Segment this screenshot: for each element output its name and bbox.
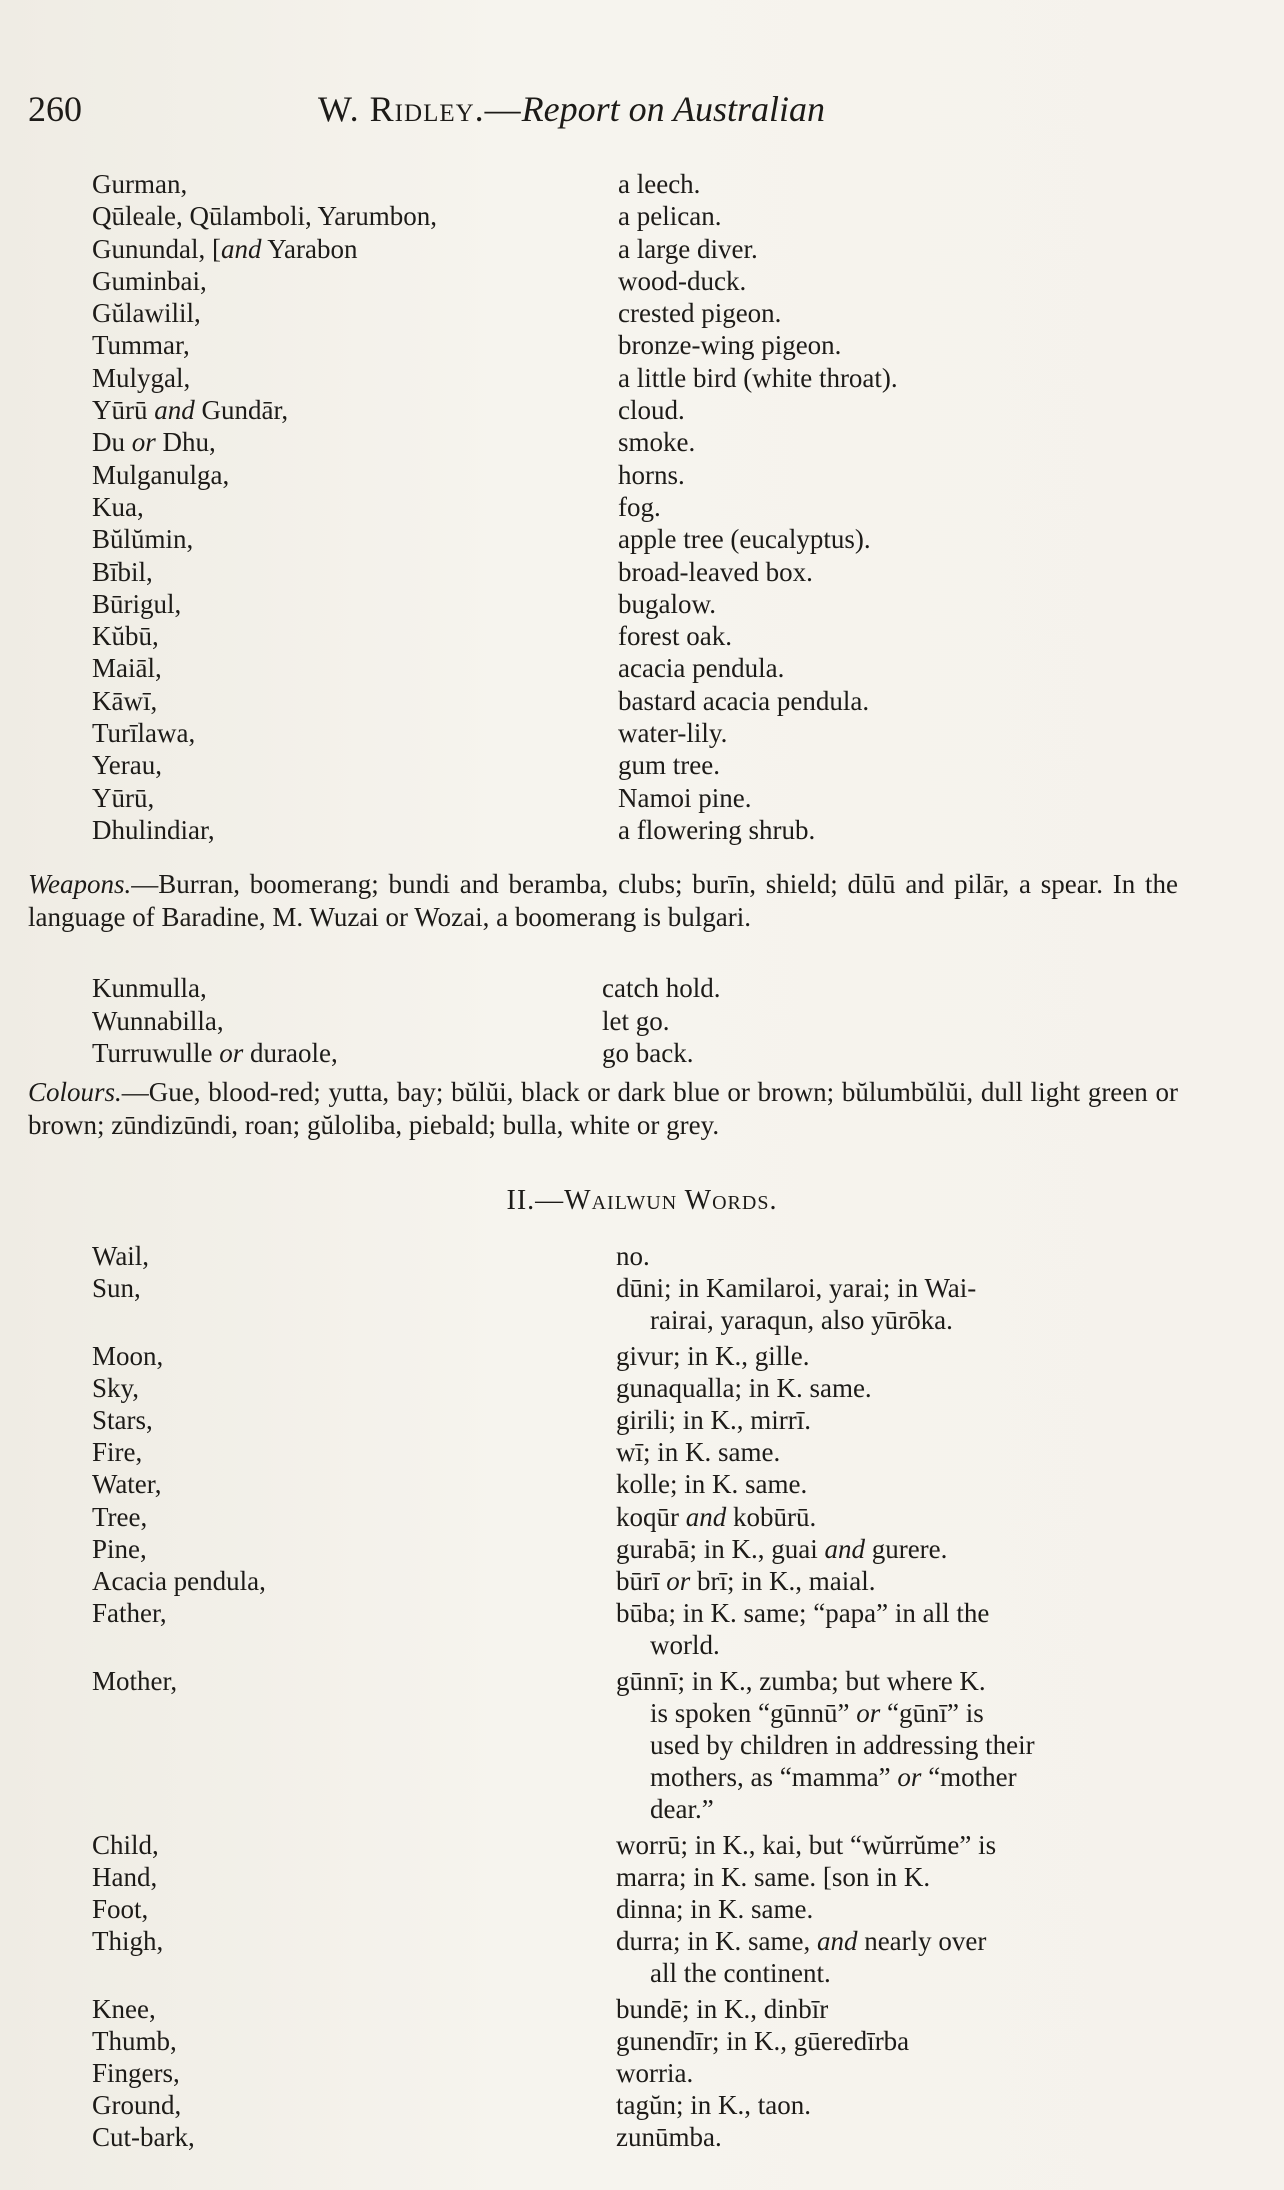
- wailwun-meaning: [616, 1861, 1182, 1893]
- vocab-meaning: forest oak.: [618, 621, 732, 652]
- meaning-line: used by children in addressing their: [650, 1729, 1035, 1760]
- vocab-meaning: acacia pendula.: [618, 653, 785, 684]
- wailwun-term: Mother,: [92, 1665, 178, 1696]
- vocab-term: Bŭlŭmin,: [92, 524, 194, 555]
- vocab-meaning: smoke.: [618, 427, 696, 458]
- vocab-term: Turīlawa,: [92, 717, 196, 748]
- wailwun-meaning: [616, 1565, 1182, 1597]
- wailwun-term: Knee,: [92, 1993, 156, 2024]
- wailwun-term: Hand,: [92, 1861, 158, 1892]
- wailwun-meaning: [616, 1597, 1182, 1661]
- vocab-meaning: broad-leaved box.: [618, 556, 813, 587]
- section-heading: II.—Wailwun Words.: [506, 1185, 778, 1216]
- wailwun-term: Ground,: [92, 2090, 182, 2121]
- vocab-meaning: cloud.: [618, 395, 685, 426]
- meaning-line: būba; in K. same; “papa” in all the: [616, 1598, 990, 1629]
- wailwun-term: Thumb,: [92, 2025, 177, 2056]
- phrase-term: Wunnabilla,: [92, 1005, 224, 1036]
- vocab-term: Yūrū and Gundār,: [92, 395, 289, 426]
- vocab-meaning: wood-duck.: [618, 265, 747, 296]
- wailwun-meaning: [616, 1829, 1182, 1861]
- vocab-meaning: gum tree.: [618, 750, 720, 781]
- phrase-meaning: catch hold.: [602, 973, 721, 1003]
- meaning-line: wī; in K. same.: [616, 1437, 781, 1468]
- meaning-line: all the continent.: [650, 1958, 831, 1989]
- wailwun-term: Wail,: [92, 1241, 150, 1271]
- vocab-term: Gurman,: [92, 169, 188, 199]
- vocab-term: Yūrū,: [92, 782, 155, 813]
- vocab-meaning: a little bird (white throat).: [618, 362, 898, 393]
- page-number: 260: [28, 89, 82, 129]
- running-title: [318, 88, 825, 130]
- meaning-line: gūnnī; in K., zumba; but where K.: [616, 1665, 986, 1696]
- wailwun-meaning: [616, 1993, 1182, 2025]
- wailwun-term: Tree,: [92, 1501, 148, 1532]
- wailwun-meaning: [616, 1372, 1182, 1404]
- meaning-line: zunūmba.: [616, 2122, 722, 2153]
- vocab-meaning: a flowering shrub.: [618, 814, 816, 845]
- meaning-line: is spoken “gūnnū” or “gūnī” is: [650, 1697, 984, 1728]
- running-title-text: Report on Australian: [521, 89, 826, 129]
- vocab-term: Maiāl,: [92, 653, 162, 684]
- meaning-line: bundē; in K., dinbīr: [616, 1993, 829, 2024]
- vocab-term: Guminbai,: [92, 265, 207, 296]
- vocab-meaning: Namoi pine.: [618, 782, 752, 813]
- vocab-term: Tummar,: [92, 330, 190, 361]
- wailwun-term: Fire,: [92, 1437, 143, 1468]
- vocab-term: Gunundal, [and Yarabon: [92, 233, 358, 264]
- meaning-line: marra; in K. same. [son in K.: [616, 1861, 931, 1892]
- wailwun-meaning: [616, 2089, 1182, 2121]
- vocab-term: Mulganulga,: [92, 459, 230, 490]
- wailwun-term: Thigh,: [92, 1926, 164, 1957]
- wailwun-term: Sun,: [92, 1273, 141, 1304]
- phrase-meaning: let go.: [602, 1005, 670, 1036]
- meaning-line: worrū; in K., kai, but “wŭrrŭme” is: [616, 1829, 997, 1860]
- meaning-line: world.: [650, 1630, 720, 1661]
- meaning-line: dūni; in Kamilaroi, yarai; in Wai-: [616, 1273, 977, 1304]
- vocab-term: Mulygal,: [92, 362, 191, 393]
- wailwun-term: Acacia pendula,: [92, 1566, 266, 1596]
- wailwun-meaning: [616, 2121, 1182, 2153]
- vocab-term: Dhulindiar,: [92, 814, 215, 845]
- meaning-line: durra; in K. same, and nearly over: [616, 1926, 987, 1957]
- wailwun-term: Water,: [92, 1469, 162, 1500]
- wailwun-term: Fingers,: [92, 2058, 180, 2088]
- phrase-term: Turruwulle or duraole,: [92, 1038, 338, 1068]
- wailwun-meaning: [616, 1501, 1182, 1533]
- wailwun-meaning: [616, 1468, 1182, 1500]
- meaning-line: tagŭn; in K., taon.: [616, 2090, 811, 2121]
- running-title-author: W. Ridley.—: [318, 89, 522, 129]
- wailwun-meaning: [616, 1340, 1182, 1372]
- wailwun-term: Sky,: [92, 1372, 140, 1403]
- wailwun-meaning: [616, 1404, 1182, 1436]
- vocab-meaning: horns.: [618, 459, 685, 490]
- wailwun-meaning: [616, 1436, 1182, 1468]
- wailwun-term: Father,: [92, 1598, 167, 1629]
- wailwun-meaning: [616, 2057, 1182, 2089]
- vocab-term: Yerau,: [92, 750, 163, 781]
- wailwun-meaning: [616, 1533, 1182, 1565]
- meaning-line: būrī or brī; in K., maial.: [616, 1566, 876, 1596]
- vocab-term: Kŭbū,: [92, 621, 159, 652]
- vocab-term: Būrigul,: [92, 588, 182, 619]
- meaning-line: gunaqualla; in K. same.: [616, 1372, 872, 1403]
- vocab-term: Gŭlawilil,: [92, 298, 201, 329]
- wailwun-meaning: [616, 1893, 1182, 1925]
- meaning-line: gurabā; in K., guai and gurere.: [616, 1533, 948, 1564]
- vocab-meaning: water-lily.: [618, 717, 728, 748]
- wailwun-meaning: [616, 1240, 1182, 1272]
- meaning-line: givur; in K., gille.: [616, 1340, 810, 1371]
- wailwun-term: Moon,: [92, 1340, 164, 1371]
- meaning-line: gunendīr; in K., gūeredīrba: [616, 2025, 910, 2056]
- wailwun-term: Child,: [92, 1829, 159, 1860]
- vocab-meaning: a pelican.: [618, 201, 722, 232]
- vocab-meaning: fog.: [618, 491, 661, 522]
- vocab-meaning: a leech.: [618, 169, 701, 199]
- vocab-meaning: crested pigeon.: [618, 298, 782, 329]
- vocab-term: Du or Dhu,: [92, 427, 216, 458]
- meaning-line: no.: [616, 1241, 650, 1271]
- meaning-line: dinna; in K. same.: [616, 1894, 814, 1924]
- phrase-meaning: go back.: [602, 1038, 694, 1068]
- meaning-line: dear.”: [650, 1793, 714, 1824]
- wailwun-term: Cut-bark,: [92, 2122, 195, 2153]
- vocab-meaning: apple tree (eucalyptus).: [618, 524, 871, 555]
- meaning-line: koqūr and kobūrū.: [616, 1501, 817, 1532]
- wailwun-meaning: [616, 1272, 1182, 1336]
- wailwun-term: Stars,: [92, 1405, 153, 1435]
- vocab-term: Kua,: [92, 491, 144, 522]
- vocab-term: Bībil,: [92, 556, 153, 587]
- vocab-meaning: bugalow.: [618, 588, 716, 619]
- wailwun-term: Pine,: [92, 1533, 147, 1564]
- phrase-term: Kunmulla,: [92, 973, 207, 1003]
- vocab-meaning: a large diver.: [618, 233, 758, 264]
- wailwun-meaning: [616, 1665, 1182, 1825]
- vocab-meaning: bronze-wing pigeon.: [618, 330, 842, 361]
- vocab-meaning: bastard acacia pendula.: [618, 685, 870, 716]
- colours-paragraph: Colours.—Gue, blood-red; yutta, bay; bŭlŭi, black or dark blue or brown; bŭlumbŭlŭi, dull light green or brown; zūndizūndi, roan; gŭloliba, piebald; bulla, white or grey.: [28, 1077, 1178, 1140]
- meaning-line: girili; in K., mirrī.: [616, 1405, 811, 1435]
- vocab-term: Qūleale, Qūlamboli, Yarumbon,: [92, 201, 437, 232]
- wailwun-meaning: [616, 2025, 1182, 2057]
- page-header: [28, 88, 1178, 138]
- meaning-line: worria.: [616, 2058, 694, 2088]
- wailwun-term: Foot,: [92, 1894, 149, 1924]
- meaning-line: rairai, yaraqun, also yūrōka.: [650, 1305, 953, 1336]
- wailwun-meaning: [616, 1925, 1182, 1989]
- vocab-term: Kāwī,: [92, 685, 158, 716]
- meaning-line: kolle; in K. same.: [616, 1469, 808, 1500]
- meaning-line: mothers, as “mamma” or “mother: [650, 1761, 1017, 1792]
- weapons-paragraph: Weapons.—Burran, boomerang; bundi and beramba, clubs; burīn, shield; dūlū and pilār, a spear. In the language of Baradine, M. Wuzai or Wozai, a boomerang is bulgari.: [28, 869, 1178, 932]
